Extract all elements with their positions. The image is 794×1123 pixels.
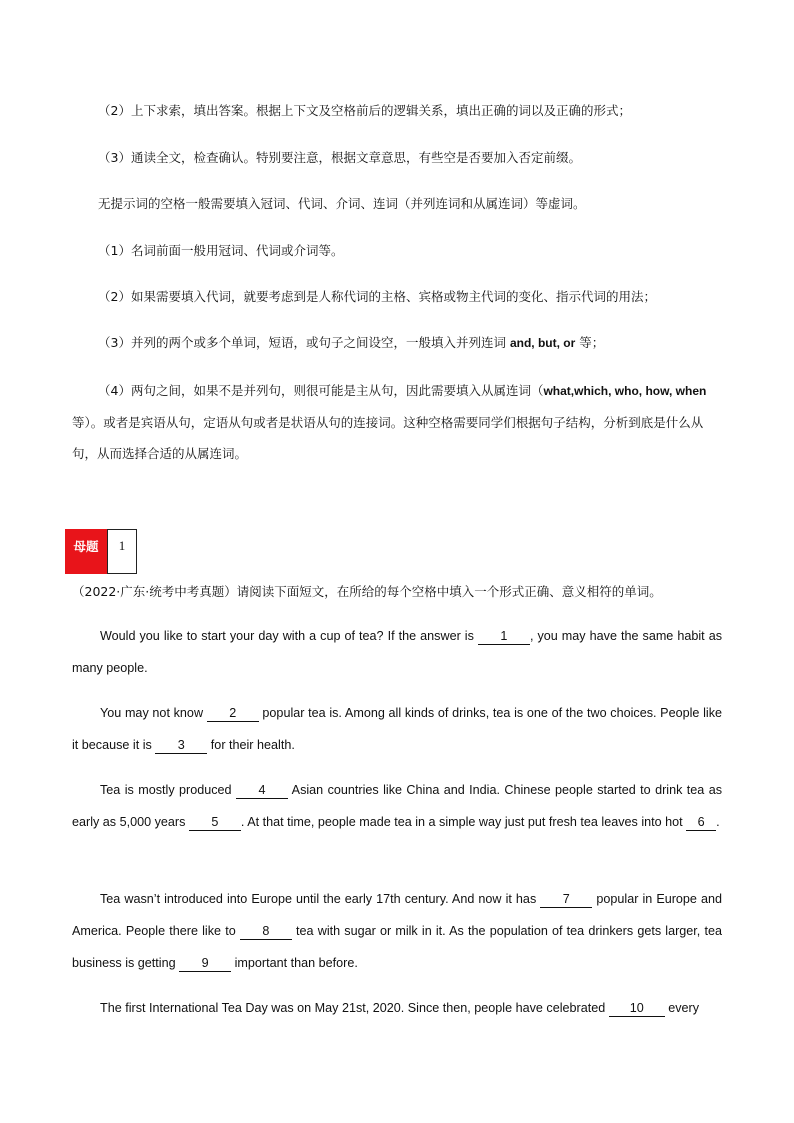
tip-clauses-words: what,which, who, how, when <box>543 384 707 398</box>
blank-3: 3 <box>155 738 207 754</box>
p1-text-a: Would you like to start your day with a cup of tea? If the answer is <box>100 629 478 643</box>
p3-text-a: Tea is mostly produced <box>100 783 236 797</box>
passage-paragraph-3 <box>72 774 722 838</box>
tip-conjunctions-end: 等； <box>575 335 605 350</box>
badge-label: 母题 <box>65 529 107 574</box>
tip-line-3: （3）通读全文，检查确认。特别要注意，根据文章意思，有些空是否要加入否定前缀。 <box>98 150 581 165</box>
p5-text-b: every <box>664 1001 700 1015</box>
tip-line-2: （2）上下求索，填出答案。根据上下文及空格前后的逻辑关系，填出正确的词以及正确的形式； <box>98 103 631 118</box>
tip-conjunctions-words: and, but, or <box>509 336 576 350</box>
p3-text-d: . <box>716 815 720 829</box>
question-source: （2022·广东·统考中考真题）请阅读下面短文，在所给的每个空格中填入一个形式正确、意义相符的单词。 <box>72 584 662 599</box>
question-badge <box>65 529 137 574</box>
p4-text-b: popular in Europe and America. People there like to <box>72 892 722 938</box>
passage-paragraph-4 <box>72 883 722 979</box>
blank-7: 7 <box>540 892 592 908</box>
blank-10: 10 <box>609 1001 665 1017</box>
blank-2: 2 <box>207 706 259 722</box>
tip-function-words: 无提示词的空格一般需要填入冠词、代词、介词、连词（并列连词和从属连词）等虚词。 <box>98 196 586 211</box>
p2-text-a: You may not know <box>100 706 207 720</box>
tip-clauses <box>72 375 724 469</box>
tip-nouns: （1）名词前面一般用冠词、代词或介词等。 <box>98 243 344 258</box>
tip-clauses-text: （4）两句之间，如果不是并列句，则很可能是主从句，因此需要填入从属连词（ <box>98 383 544 398</box>
passage-paragraph-5 <box>72 992 722 1024</box>
p4-text-c: tea with sugar or milk in it. As the population of tea drinkers gets larger, tea business is getting <box>72 924 722 970</box>
blank-6: 6 <box>686 815 716 831</box>
p2-text-b: popular tea is. Among all kinds of drinks, tea is one of the two choices. People like it because it is <box>72 706 722 752</box>
tip-clauses-end: 等）。或者是宾语从句，定语从句或者是状语从句的连接词。这种空格需要同学们根据句子结构，分析到底是什么从句，从而选择合适的从属连词。 <box>72 415 704 461</box>
passage-paragraph-1 <box>72 620 722 684</box>
tip-conjunctions-text: （3）并列的两个或多个单词，短语，或句子之间设空，一般填入并列连词 <box>98 335 510 350</box>
p5-text-a: The first International Tea Day was on May 21st, 2020. Since then, people have celebrated <box>100 1001 609 1015</box>
p3-text-c: . At that time, people made tea in a simple way just put fresh tea leaves into hot <box>240 815 687 829</box>
p1-text-b: , you may have the same habit as many people. <box>72 629 722 675</box>
blank-5: 5 <box>189 815 241 831</box>
tip-conjunctions <box>98 333 750 353</box>
blank-9: 9 <box>179 956 231 972</box>
passage-paragraph-2 <box>72 697 722 761</box>
p3-text-b: Asian countries like China and India. Chinese people started to drink tea as early as 5,000 years <box>72 783 723 829</box>
p4-text-a: Tea wasn’t introduced into Europe until the early 17th century. And now it has <box>100 892 541 906</box>
p4-text-d: important than before. <box>231 956 358 970</box>
badge-number: 1 <box>107 529 137 574</box>
blank-4: 4 <box>236 783 288 799</box>
blank-8: 8 <box>240 924 292 940</box>
p2-text-c: for their health. <box>207 738 295 752</box>
blank-1: 1 <box>478 629 530 645</box>
tip-pronouns: （2）如果需要填入代词，就要考虑到是人称代词的主格、宾格或物主代词的变化、指示代词的用法； <box>98 289 656 304</box>
